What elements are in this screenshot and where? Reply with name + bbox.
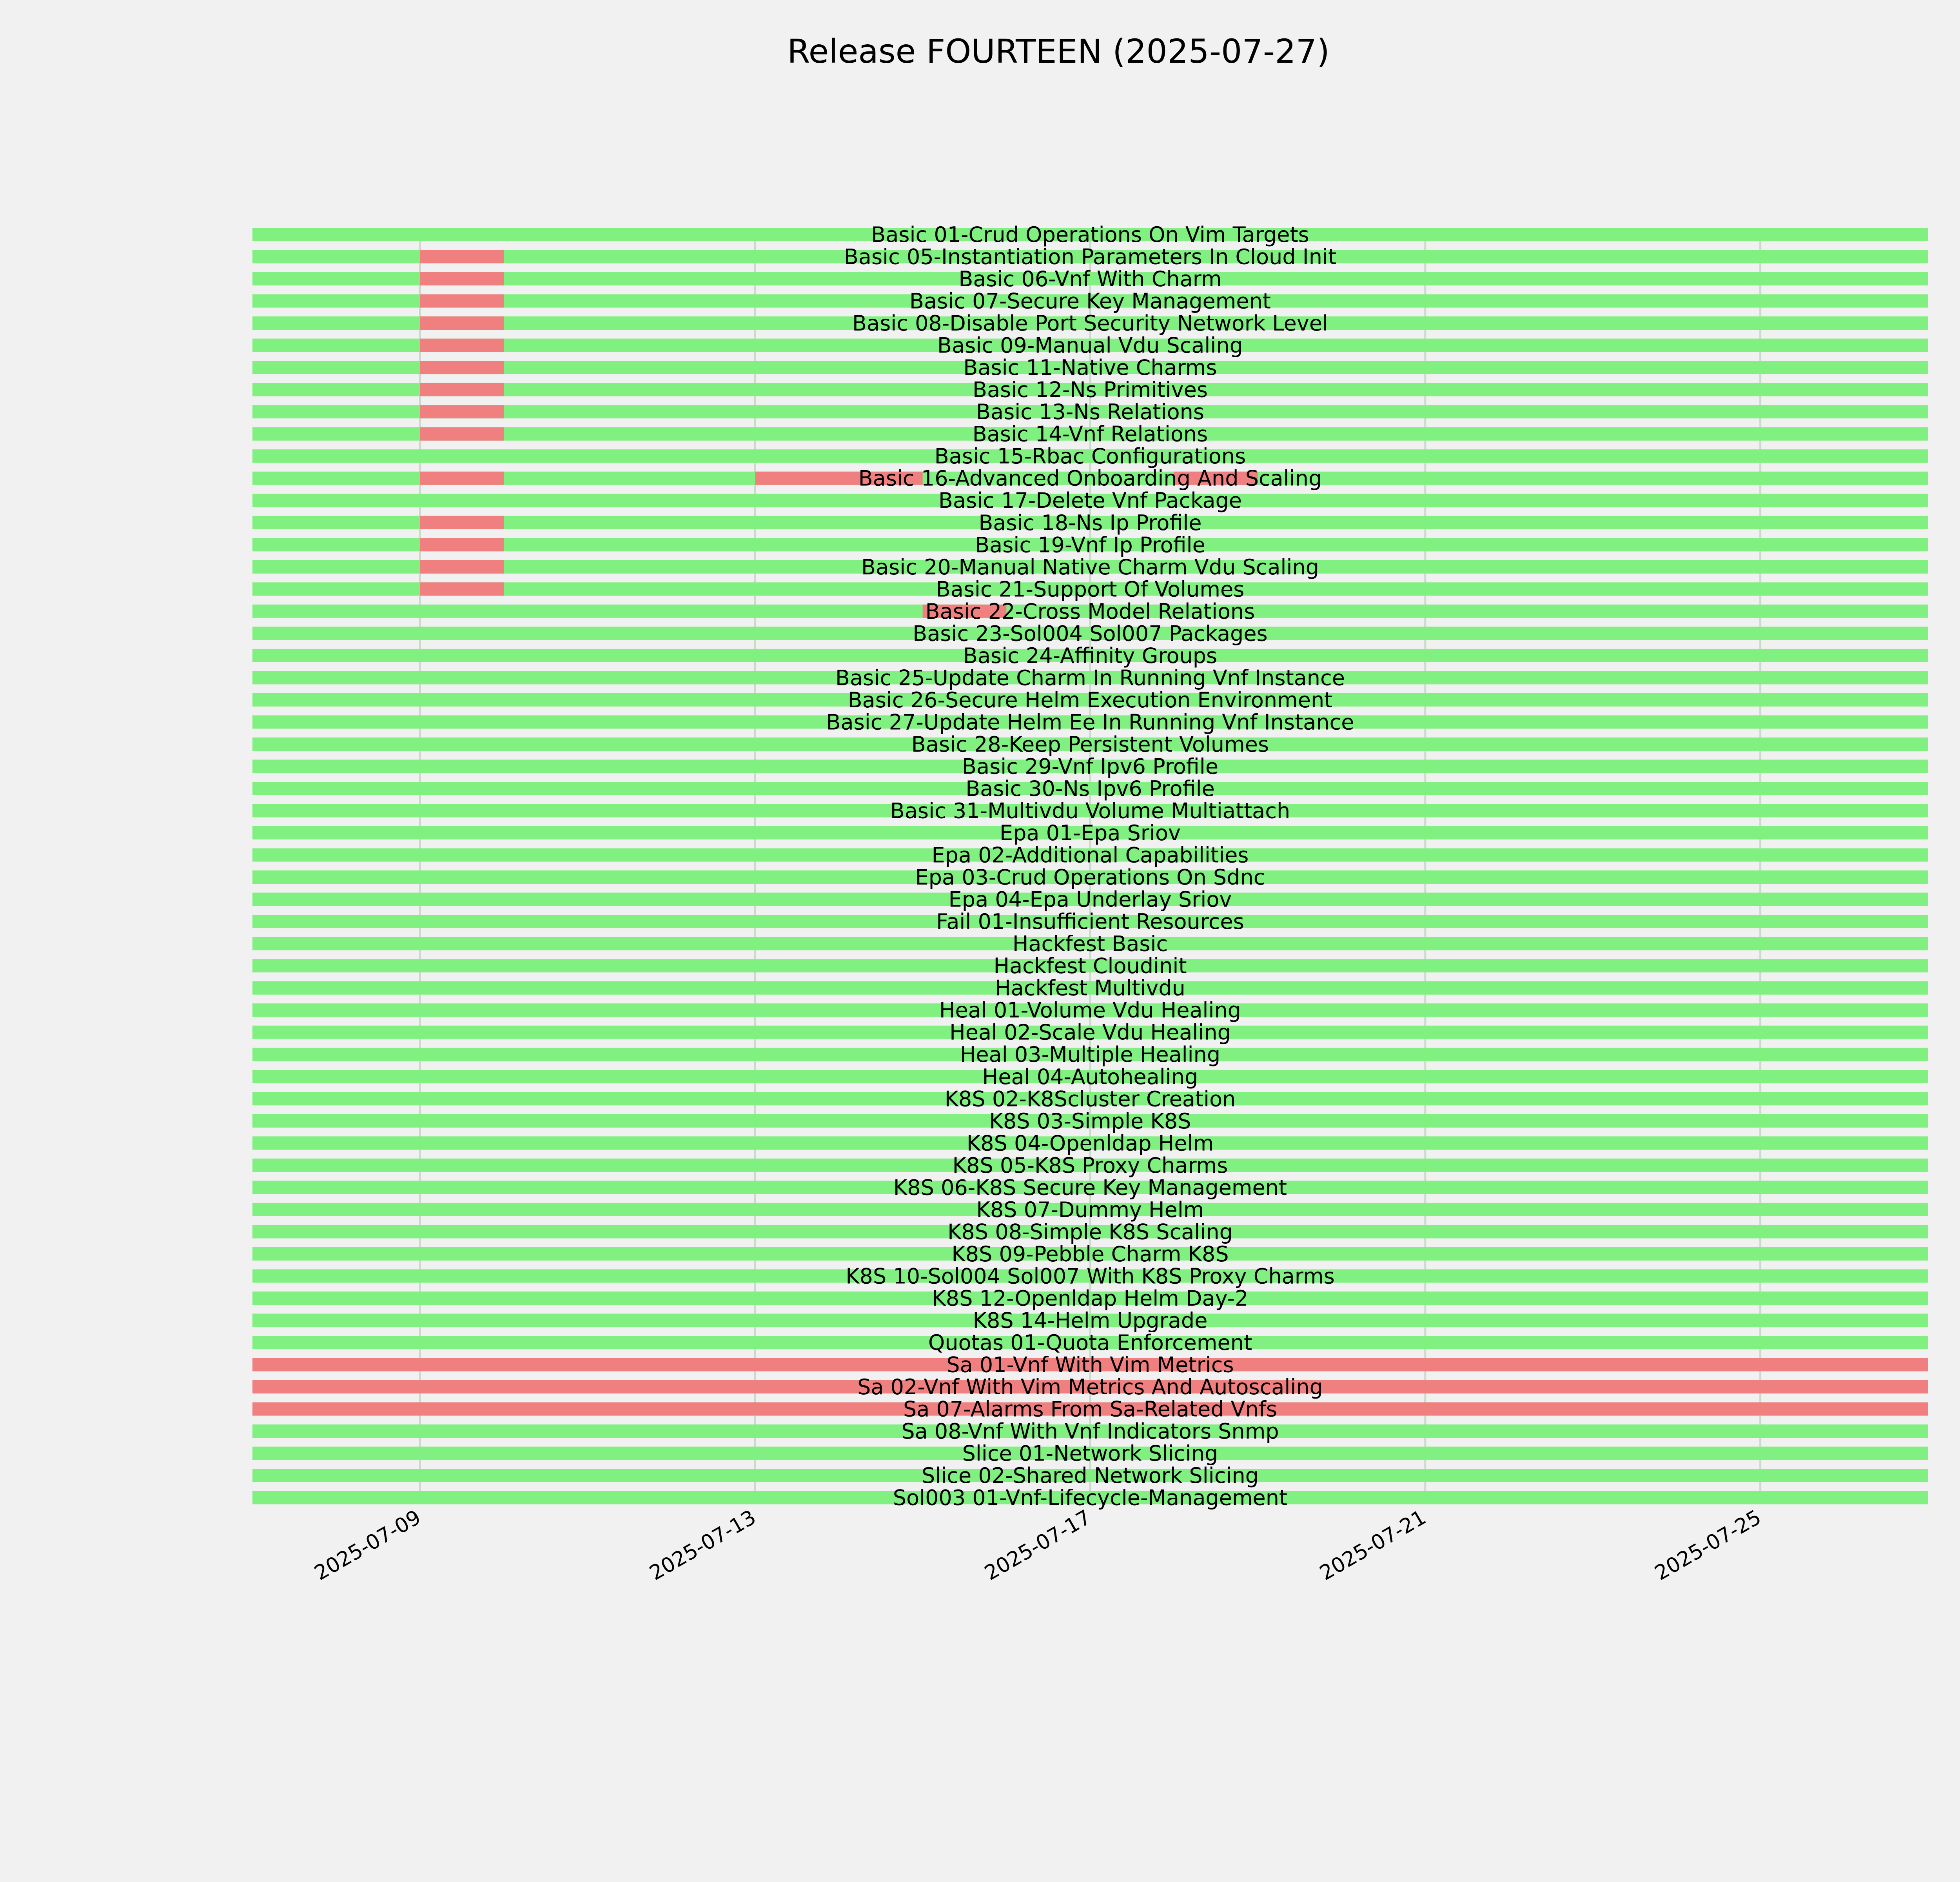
test-label: Basic 15-Rbac Configurations: [934, 444, 1246, 469]
fail-segment: [420, 538, 504, 551]
test-label: Basic 24-Affinity Groups: [963, 643, 1218, 668]
fail-segment: [420, 560, 504, 574]
test-label: Basic 25-Update Charm In Running Vnf Instance: [835, 665, 1345, 690]
fail-segment: [420, 272, 504, 285]
test-label: Basic 27-Update Helm Ee In Running Vnf Instance: [826, 710, 1354, 735]
test-label: Basic 29-Vnf Ipv6 Profile: [962, 754, 1219, 779]
test-label: K8S 03-Simple K8S: [989, 1108, 1191, 1134]
test-label: K8S 05-K8S Proxy Charms: [952, 1153, 1228, 1178]
x-tick-label: 2025-07-17: [980, 1505, 1095, 1585]
test-label: Basic 09-Manual Vdu Scaling: [937, 333, 1243, 358]
test-label: Basic 06-Vnf With Charm: [958, 267, 1222, 292]
test-label: Basic 11-Native Charms: [963, 355, 1217, 380]
test-label: Heal 02-Scale Vdu Healing: [949, 1020, 1231, 1045]
fail-segment: [420, 361, 504, 374]
test-label: K8S 09-Pebble Charm K8S: [951, 1241, 1229, 1266]
test-label: Basic 16-Advanced Onboarding And Scaling: [858, 466, 1322, 491]
fail-segment: [420, 472, 504, 485]
x-tick-label: 2025-07-13: [645, 1505, 760, 1585]
test-label: Basic 30-Ns Ipv6 Profile: [965, 776, 1215, 801]
test-label: K8S 02-K8Scluster Creation: [944, 1086, 1236, 1112]
test-label: Basic 01-Crud Operations On Vim Targets: [871, 222, 1309, 247]
test-label: K8S 10-Sol004 Sol007 With K8S Proxy Charms: [846, 1264, 1335, 1289]
x-tick-label: 2025-07-25: [1651, 1505, 1766, 1585]
fail-segment: [420, 294, 504, 308]
fail-segment: [420, 405, 504, 418]
test-label: Hackfest Cloudinit: [993, 954, 1187, 979]
test-label: Basic 05-Instantiation Parameters In Cloud Init: [844, 244, 1337, 269]
test-label: Heal 04-Autohealing: [982, 1064, 1198, 1089]
test-label: Slice 01-Network Slicing: [962, 1441, 1218, 1466]
fail-segment: [420, 427, 504, 441]
fail-segment: [420, 250, 504, 263]
fail-segment: [420, 582, 504, 596]
test-label: K8S 04-Openldap Helm: [966, 1131, 1214, 1156]
fail-segment: [420, 383, 504, 396]
test-label: K8S 12-Openldap Helm Day-2: [932, 1286, 1249, 1311]
test-label: Basic 23-Sol004 Sol007 Packages: [913, 621, 1268, 646]
test-label: Sa 07-Alarms From Sa-Related Vnfs: [903, 1397, 1278, 1422]
test-label: K8S 08-Simple K8S Scaling: [947, 1219, 1233, 1244]
test-label: Sa 08-Vnf With Vnf Indicators Snmp: [901, 1419, 1279, 1444]
test-label: K8S 06-K8S Secure Key Management: [893, 1175, 1287, 1200]
test-label: Basic 21-Support Of Volumes: [936, 577, 1245, 602]
test-label: Epa 04-Epa Underlay Sriov: [948, 887, 1232, 912]
fail-segment: [420, 516, 504, 529]
x-axis-ticks: [310, 1506, 1765, 1585]
test-label: Basic 19-Vnf Ip Profile: [975, 532, 1205, 558]
test-label: K8S 07-Dummy Helm: [976, 1197, 1204, 1222]
test-label: Basic 31-Multivdu Volume Multiattach: [890, 798, 1290, 823]
test-label: Basic 17-Delete Vnf Package: [938, 488, 1242, 513]
test-label: Sa 02-Vnf With Vim Metrics And Autoscaling: [857, 1375, 1323, 1400]
fail-segment: [420, 316, 504, 330]
test-label: Quotas 01-Quota Enforcement: [928, 1330, 1252, 1355]
x-tick-label: 2025-07-09: [310, 1505, 425, 1585]
test-label: Epa 03-Crud Operations On Sdnc: [915, 865, 1265, 890]
test-label: Sa 01-Vnf With Vim Metrics: [946, 1352, 1234, 1377]
test-label: Hackfest Basic: [1012, 931, 1168, 956]
test-label: Fail 01-Insufficient Resources: [936, 909, 1244, 934]
test-label: Basic 14-Vnf Relations: [972, 421, 1208, 447]
test-label: Basic 22-Cross Model Relations: [925, 599, 1255, 624]
test-label: Basic 13-Ns Relations: [976, 400, 1205, 425]
test-label: Slice 02-Shared Network Slicing: [922, 1463, 1259, 1488]
test-label: Basic 18-Ns Ip Profile: [978, 510, 1202, 535]
chart-title: Release FOURTEEN (2025-07-27): [787, 32, 1330, 71]
test-label: Heal 01-Volume Vdu Healing: [939, 998, 1241, 1023]
test-label: Basic 08-Disable Port Security Network Level: [852, 311, 1328, 336]
test-label: Basic 07-Secure Key Management: [909, 289, 1271, 314]
test-label: K8S 14-Helm Upgrade: [973, 1308, 1208, 1333]
test-label: Sol003 01-Vnf-Lifecycle-Management: [893, 1485, 1288, 1510]
test-label: Basic 20-Manual Native Charm Vdu Scaling: [861, 554, 1319, 579]
test-label: Epa 01-Epa Sriov: [1000, 821, 1181, 846]
test-label: Basic 26-Secure Helm Execution Environment: [848, 687, 1333, 712]
test-label: Hackfest Multivdu: [995, 976, 1185, 1001]
test-label: Epa 02-Additional Capabilities: [931, 843, 1249, 868]
test-label: Heal 03-Multiple Healing: [960, 1042, 1221, 1067]
x-tick-label: 2025-07-21: [1316, 1505, 1430, 1585]
test-label: Basic 28-Keep Persistent Volumes: [911, 732, 1269, 757]
fail-segment: [420, 339, 504, 352]
test-label: Basic 12-Ns Primitives: [973, 377, 1208, 402]
